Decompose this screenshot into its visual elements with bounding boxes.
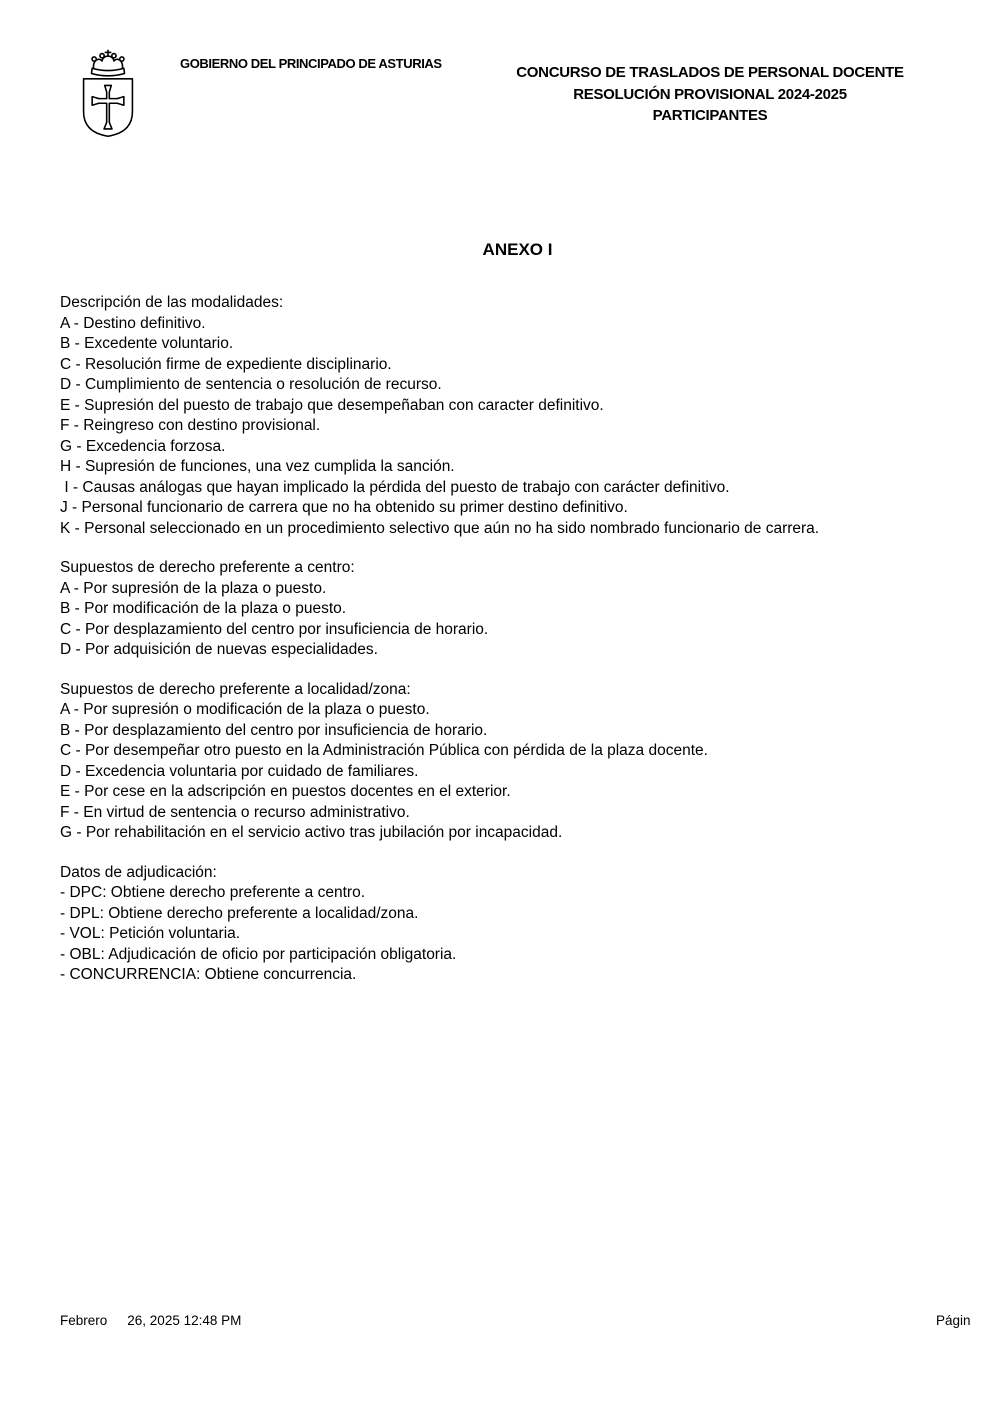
section-line: D - Excedencia voluntaria por cuidado de familiares. — [60, 762, 419, 780]
document-title-block — [485, 62, 935, 127]
section-heading: Supuestos de derecho preferente a centro: — [60, 559, 355, 576]
asturias-coat-of-arms-icon — [75, 48, 141, 138]
footer-date — [60, 1313, 241, 1328]
title-line-3: PARTICIPANTES — [652, 107, 768, 124]
section-line: - VOL: Petición voluntaria. — [60, 925, 241, 942]
section-line: B - Por desplazamiento del centro por insuficiencia de horario. — [60, 721, 488, 739]
section-line: C - Por desempeñar otro puesto en la Administración Pública con pérdida de la plaza docente. — [60, 742, 708, 759]
section-line: A - Por supresión o modificación de la plaza o puesto. — [60, 701, 430, 718]
document-section — [60, 680, 980, 844]
footer-date-month: Febrero — [60, 1313, 108, 1328]
document-section — [60, 293, 980, 539]
section-line: - CONCURRENCIA: Obtiene concurrencia. — [60, 966, 357, 983]
title-line-1: CONCURSO DE TRASLADOS DE PERSONAL DOCENTE — [516, 64, 904, 81]
section-line: - DPL: Obtiene derecho preferente a localidad/zona. — [60, 904, 419, 922]
document-body — [60, 293, 980, 986]
section-heading: Datos de adjudicación: — [60, 863, 217, 881]
footer-page-label: Págin — [936, 1313, 971, 1328]
section-line: J - Personal funcionario de carrera que no ha obtenido su primer destino definitivo. — [60, 499, 628, 516]
government-name: GOBIERNO DEL PRINCIPADO DE ASTURIAS — [180, 56, 442, 71]
section-line: G - Por rehabilitación en el servicio activo tras jubilación por incapacidad. — [60, 824, 563, 841]
section-heading: Descripción de las modalidades: — [60, 294, 284, 311]
section-line: F - Reingreso con destino provisional. — [60, 417, 321, 434]
section-line: C - Por desplazamiento del centro por insuficiencia de horario. — [60, 620, 489, 638]
section-line: B - Por modificación de la plaza o puesto. — [60, 600, 347, 617]
section-line: I - Causas análogas que hayan implicado la pérdida del puesto de trabajo con carácter definitivo. — [60, 478, 730, 496]
section-line: - DPC: Obtiene derecho preferente a centro. — [60, 884, 365, 901]
section-line: C - Resolución firme de expediente disciplinario. — [60, 355, 392, 373]
section-line: D - Por adquisición de nuevas especialidades. — [60, 641, 378, 658]
footer-date-rest: 26, 2025 12:48 PM — [127, 1313, 242, 1328]
title-line-2: RESOLUCIÓN PROVISIONAL 2024-2025 — [573, 85, 847, 103]
section-line: H - Supresión de funciones, una vez cumplida la sanción. — [60, 458, 455, 475]
document-section — [60, 863, 980, 986]
section-line: - OBL: Adjudicación de oficio por participación obligatoria. — [60, 945, 457, 963]
section-line: F - En virtud de sentencia o recurso administrativo. — [60, 803, 410, 821]
section-line: E - Por cese en la adscripción en puestos docentes en el exterior. — [60, 783, 511, 800]
section-line: G - Excedencia forzosa. — [60, 437, 226, 455]
section-line: A - Por supresión de la plaza o puesto. — [60, 579, 327, 597]
section-line: B - Excedente voluntario. — [60, 335, 234, 352]
document-section — [60, 558, 980, 661]
annex-title: ANEXO I — [482, 240, 553, 259]
section-line: A - Destino definitivo. — [60, 314, 206, 332]
section-line: D - Cumplimiento de sentencia o resolución de recurso. — [60, 376, 442, 393]
section-line: E - Supresión del puesto de trabajo que desempeñaban con caracter definitivo. — [60, 396, 604, 414]
section-line: K - Personal seleccionado en un procedimiento selectivo que aún no ha sido nombrado funcionario de carrera. — [60, 519, 820, 537]
section-heading: Supuestos de derecho preferente a localidad/zona: — [60, 680, 411, 698]
